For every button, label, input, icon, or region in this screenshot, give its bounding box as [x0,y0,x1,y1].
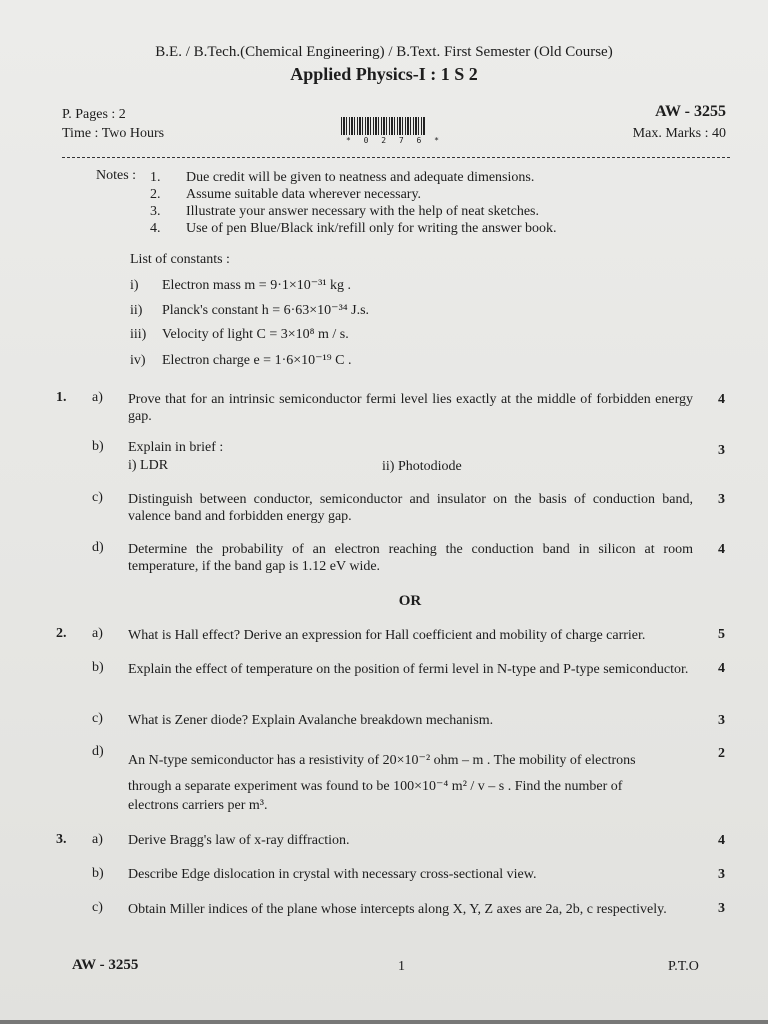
marks: 3 [718,867,725,882]
marks: 5 [718,627,725,642]
question-text: Explain the effect of temperature on the position of fermi level in N-type and P-type semiconductor. [128,662,689,677]
question-number: 3. [56,832,67,847]
marks: 3 [718,443,725,458]
part-letter: a) [92,832,103,847]
page-count: P. Pages : 2 [62,107,126,122]
paper-code: AW - 3255 [655,103,726,120]
question-text: Derive Bragg's law of x-ray diffraction. [128,833,350,848]
question-text: Prove that for an intrinsic semiconductor fermi level lies exactly at the middle of forbidden energy gap. [128,392,693,424]
sub-item-ldr: i) LDR [128,458,169,473]
note-item: 1. Due credit will be given to neatness and adequate dimensions. [150,170,535,185]
question-text: Describe Edge dislocation in crystal with necessary cross-sectional view. [128,867,537,882]
marks: 4 [718,661,725,676]
part-letter: c) [92,900,103,915]
header-divider [62,157,730,158]
scan-edge [0,1020,768,1024]
constant-item: iii) Velocity of light C = 3×10⁸ m / s. [130,327,349,342]
pto-label: P.T.O [668,959,699,974]
part-letter: b) [92,439,104,454]
part-letter: a) [92,390,103,405]
question-text: What is Hall effect? Derive an expression for Hall coefficient and mobility of charge carrier. [128,628,646,643]
part-letter: d) [92,744,104,759]
note-item: 4. Use of pen Blue/Black ink/refill only for writing the answer book. [150,221,557,236]
marks: 3 [718,713,725,728]
question-text: Explain in brief : [128,440,224,455]
part-letter: b) [92,660,104,675]
subject-title: Applied Physics-I : 1 S 2 [290,64,478,84]
constants-title: List of constants : [130,252,230,267]
part-letter: a) [92,626,103,641]
question-text-line: An N-type semiconductor has a resistivity of 20×10⁻² ohm – m . The mobility of electrons [128,753,636,768]
question-text: Determine the probability of an electron reaching the conduction band in silicon at room temperature, if the band gap is 1.12 eV wide. [128,542,693,574]
part-letter: c) [92,711,103,726]
page-number: 1 [398,959,405,974]
barcode-number: * 0 2 7 6 * [346,136,443,145]
notes-label: Notes : [96,168,137,183]
question-number: 2. [56,626,67,641]
footer-paper-code: AW - 3255 [72,957,139,973]
marks: 3 [718,901,725,916]
max-marks: Max. Marks : 40 [632,126,726,141]
sub-item-photodiode: ii) Photodiode [382,459,462,474]
constant-item: ii) Planck's constant h = 6·63×10⁻³⁴ J.s. [130,303,370,318]
note-item: 2. Assume suitable data wherever necessary. [150,187,422,202]
barcode-icon [341,117,425,135]
question-number: 1. [56,390,67,405]
question-text: Distinguish between conductor, semiconductor and insulator on the basis of conduction band, valence band and forbidden energy gap. [128,492,693,524]
part-letter: d) [92,540,104,555]
marks: 3 [718,492,725,507]
question-text: Obtain Miller indices of the plane whose intercepts along X, Y, Z axes are 2a, 2b, c respectively. [128,902,667,917]
course-title: B.E. / B.Tech.(Chemical Engineering) / B.Text. First Semester (Old Course) [155,44,613,60]
time-info: Time : Two Hours [62,126,165,141]
constant-item: iv) Electron charge e = 1·6×10⁻¹⁹ C . [130,353,352,368]
marks: 2 [718,746,725,761]
question-text-line: through a separate experiment was found to be 100×10⁻⁴ m² / v – s . Find the number of [128,779,623,794]
marks: 4 [718,542,725,557]
question-text: What is Zener diode? Explain Avalanche breakdown mechanism. [128,713,494,728]
or-separator: OR [398,593,422,609]
part-letter: b) [92,866,104,881]
part-letter: c) [92,490,103,505]
note-item: 3. Illustrate your answer necessary with the help of neat sketches. [150,204,539,219]
question-text-line: electrons carriers per m³. [128,798,268,813]
constant-item: i) Electron mass m = 9·1×10⁻³¹ kg . [130,278,352,293]
marks: 4 [718,833,725,848]
marks: 4 [718,392,725,407]
